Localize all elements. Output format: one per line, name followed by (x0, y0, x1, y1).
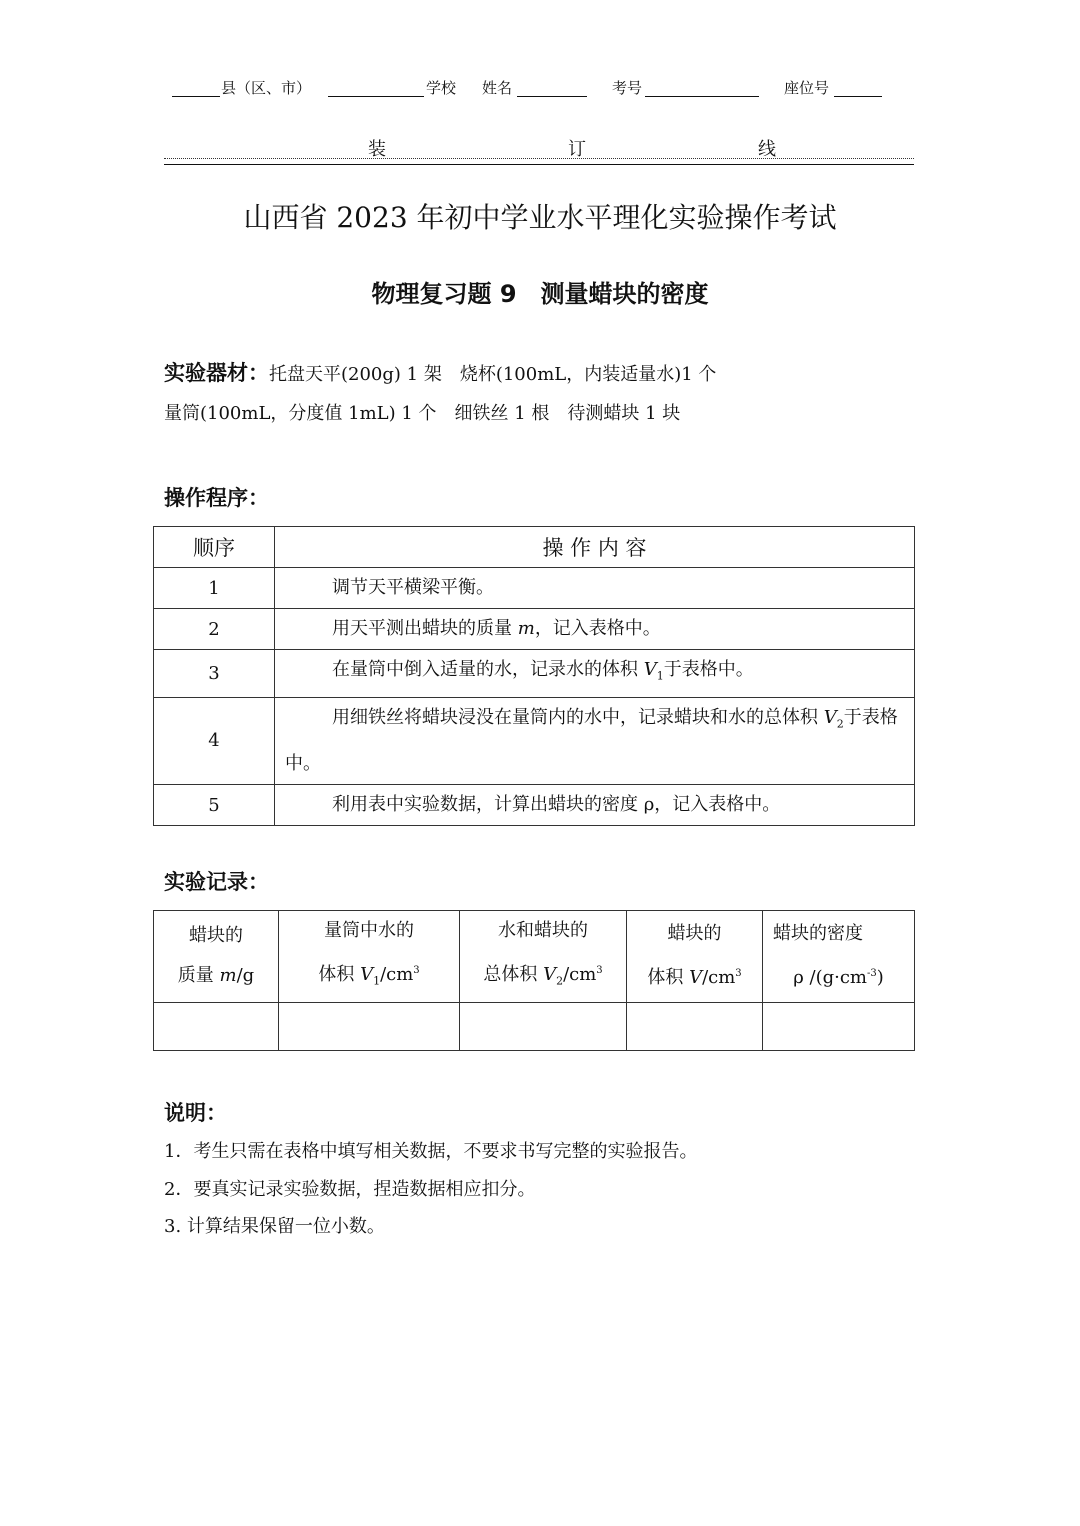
page-title: 山西省 2023 年初中学业水平理化实验操作考试 (243, 201, 837, 234)
procedure-label: 操作程序： (164, 486, 269, 510)
table-row (154, 785, 915, 826)
step-number: 3 (154, 650, 275, 698)
density-cell[interactable] (763, 1002, 915, 1050)
county-blank[interactable] (172, 96, 220, 97)
exam-no-blank[interactable] (645, 96, 759, 97)
table-row (154, 697, 915, 785)
step-text: 用细铁丝将蜡块浸没在量筒内的水中，记录蜡块和水的总体积 $V_2$于表格中。 (275, 697, 915, 785)
binding-dotted-line (164, 158, 914, 159)
school-blank[interactable] (328, 96, 424, 97)
equipment-line-1 (164, 359, 716, 389)
step-text: 调节天平横梁平衡。 (275, 568, 915, 609)
note-item-1: 1．考生只需在表格中填写相关数据，不要求书写完整的实验报告。 (164, 1141, 698, 1162)
step-number: 5 (154, 785, 275, 826)
county-label: 县（区、市） (221, 79, 312, 97)
column-header-density: 蜡块的密度 ρ $/(g\cdot cm^{-3})$ (763, 911, 915, 1003)
seat-no-label: 座位号 (784, 79, 830, 97)
school-label: 学校 (426, 79, 457, 97)
record-label: 实验记录： (164, 870, 269, 894)
seat-no-blank[interactable] (834, 96, 882, 97)
equipment-label: 实验器材： (164, 361, 269, 385)
binding-char-2: 订 (568, 139, 586, 160)
name-label: 姓名 (482, 79, 513, 97)
record-table (153, 910, 915, 1051)
note-item-3: 3. 计算结果保留一位小数。 (164, 1216, 385, 1237)
table-row (154, 609, 915, 650)
procedure-table (153, 526, 915, 826)
table-header-row (154, 527, 915, 568)
total-volume-cell[interactable] (460, 1002, 627, 1050)
equipment-text-1: 托盘天平(200g) 1 架 烧杯(100mL，内装适量水)1 个 (269, 364, 717, 385)
step-number: 2 (154, 609, 275, 650)
equipment-text-2: 量筒(100mL，分度值 1mL) 1 个 细铁丝 1 根 待测蜡块 1 块 (164, 403, 681, 424)
binding-solid-line (164, 164, 914, 165)
name-blank[interactable] (517, 96, 587, 97)
table-row (154, 568, 915, 609)
step-number: 4 (154, 697, 275, 785)
binding-char-1: 装 (368, 139, 386, 160)
column-header-content: 操 作 内 容 (275, 527, 915, 568)
step-text: 在量筒中倒入适量的水，记录水的体积 $V_1$于表格中。 (275, 650, 915, 698)
binding-char-3: 线 (758, 139, 776, 160)
wax-volume-cell[interactable] (627, 1002, 763, 1050)
record-data-row (154, 1002, 915, 1050)
column-header-order: 顺序 (154, 527, 275, 568)
column-header-water-volume: 量筒中水的 体积 $V_1/cm^3$ (279, 911, 460, 1003)
step-text: 利用表中实验数据，计算出蜡块的密度 ρ，记入表格中。 (275, 785, 915, 826)
table-row (154, 650, 915, 698)
record-header-row (154, 911, 915, 1003)
column-header-wax-volume: 蜡块的 体积 $V/cm^3$ (627, 911, 763, 1003)
note-item-2: 2．要真实记录实验数据，捏造数据相应扣分。 (164, 1179, 536, 1200)
water-volume-cell[interactable] (279, 1002, 460, 1050)
column-header-total-volume: 水和蜡块的 总体积 $V_2/cm^3$ (460, 911, 627, 1003)
notes-label: 说明： (164, 1101, 227, 1125)
mass-cell[interactable] (154, 1002, 279, 1050)
page-subtitle: 物理复习题 9 测量蜡块的密度 (371, 280, 709, 308)
step-text: 用天平测出蜡块的质量 m，记入表格中。 (275, 609, 915, 650)
step-number: 1 (154, 568, 275, 609)
exam-no-label: 考号 (612, 79, 643, 97)
column-header-mass: 蜡块的 质量 m/g (154, 911, 279, 1003)
